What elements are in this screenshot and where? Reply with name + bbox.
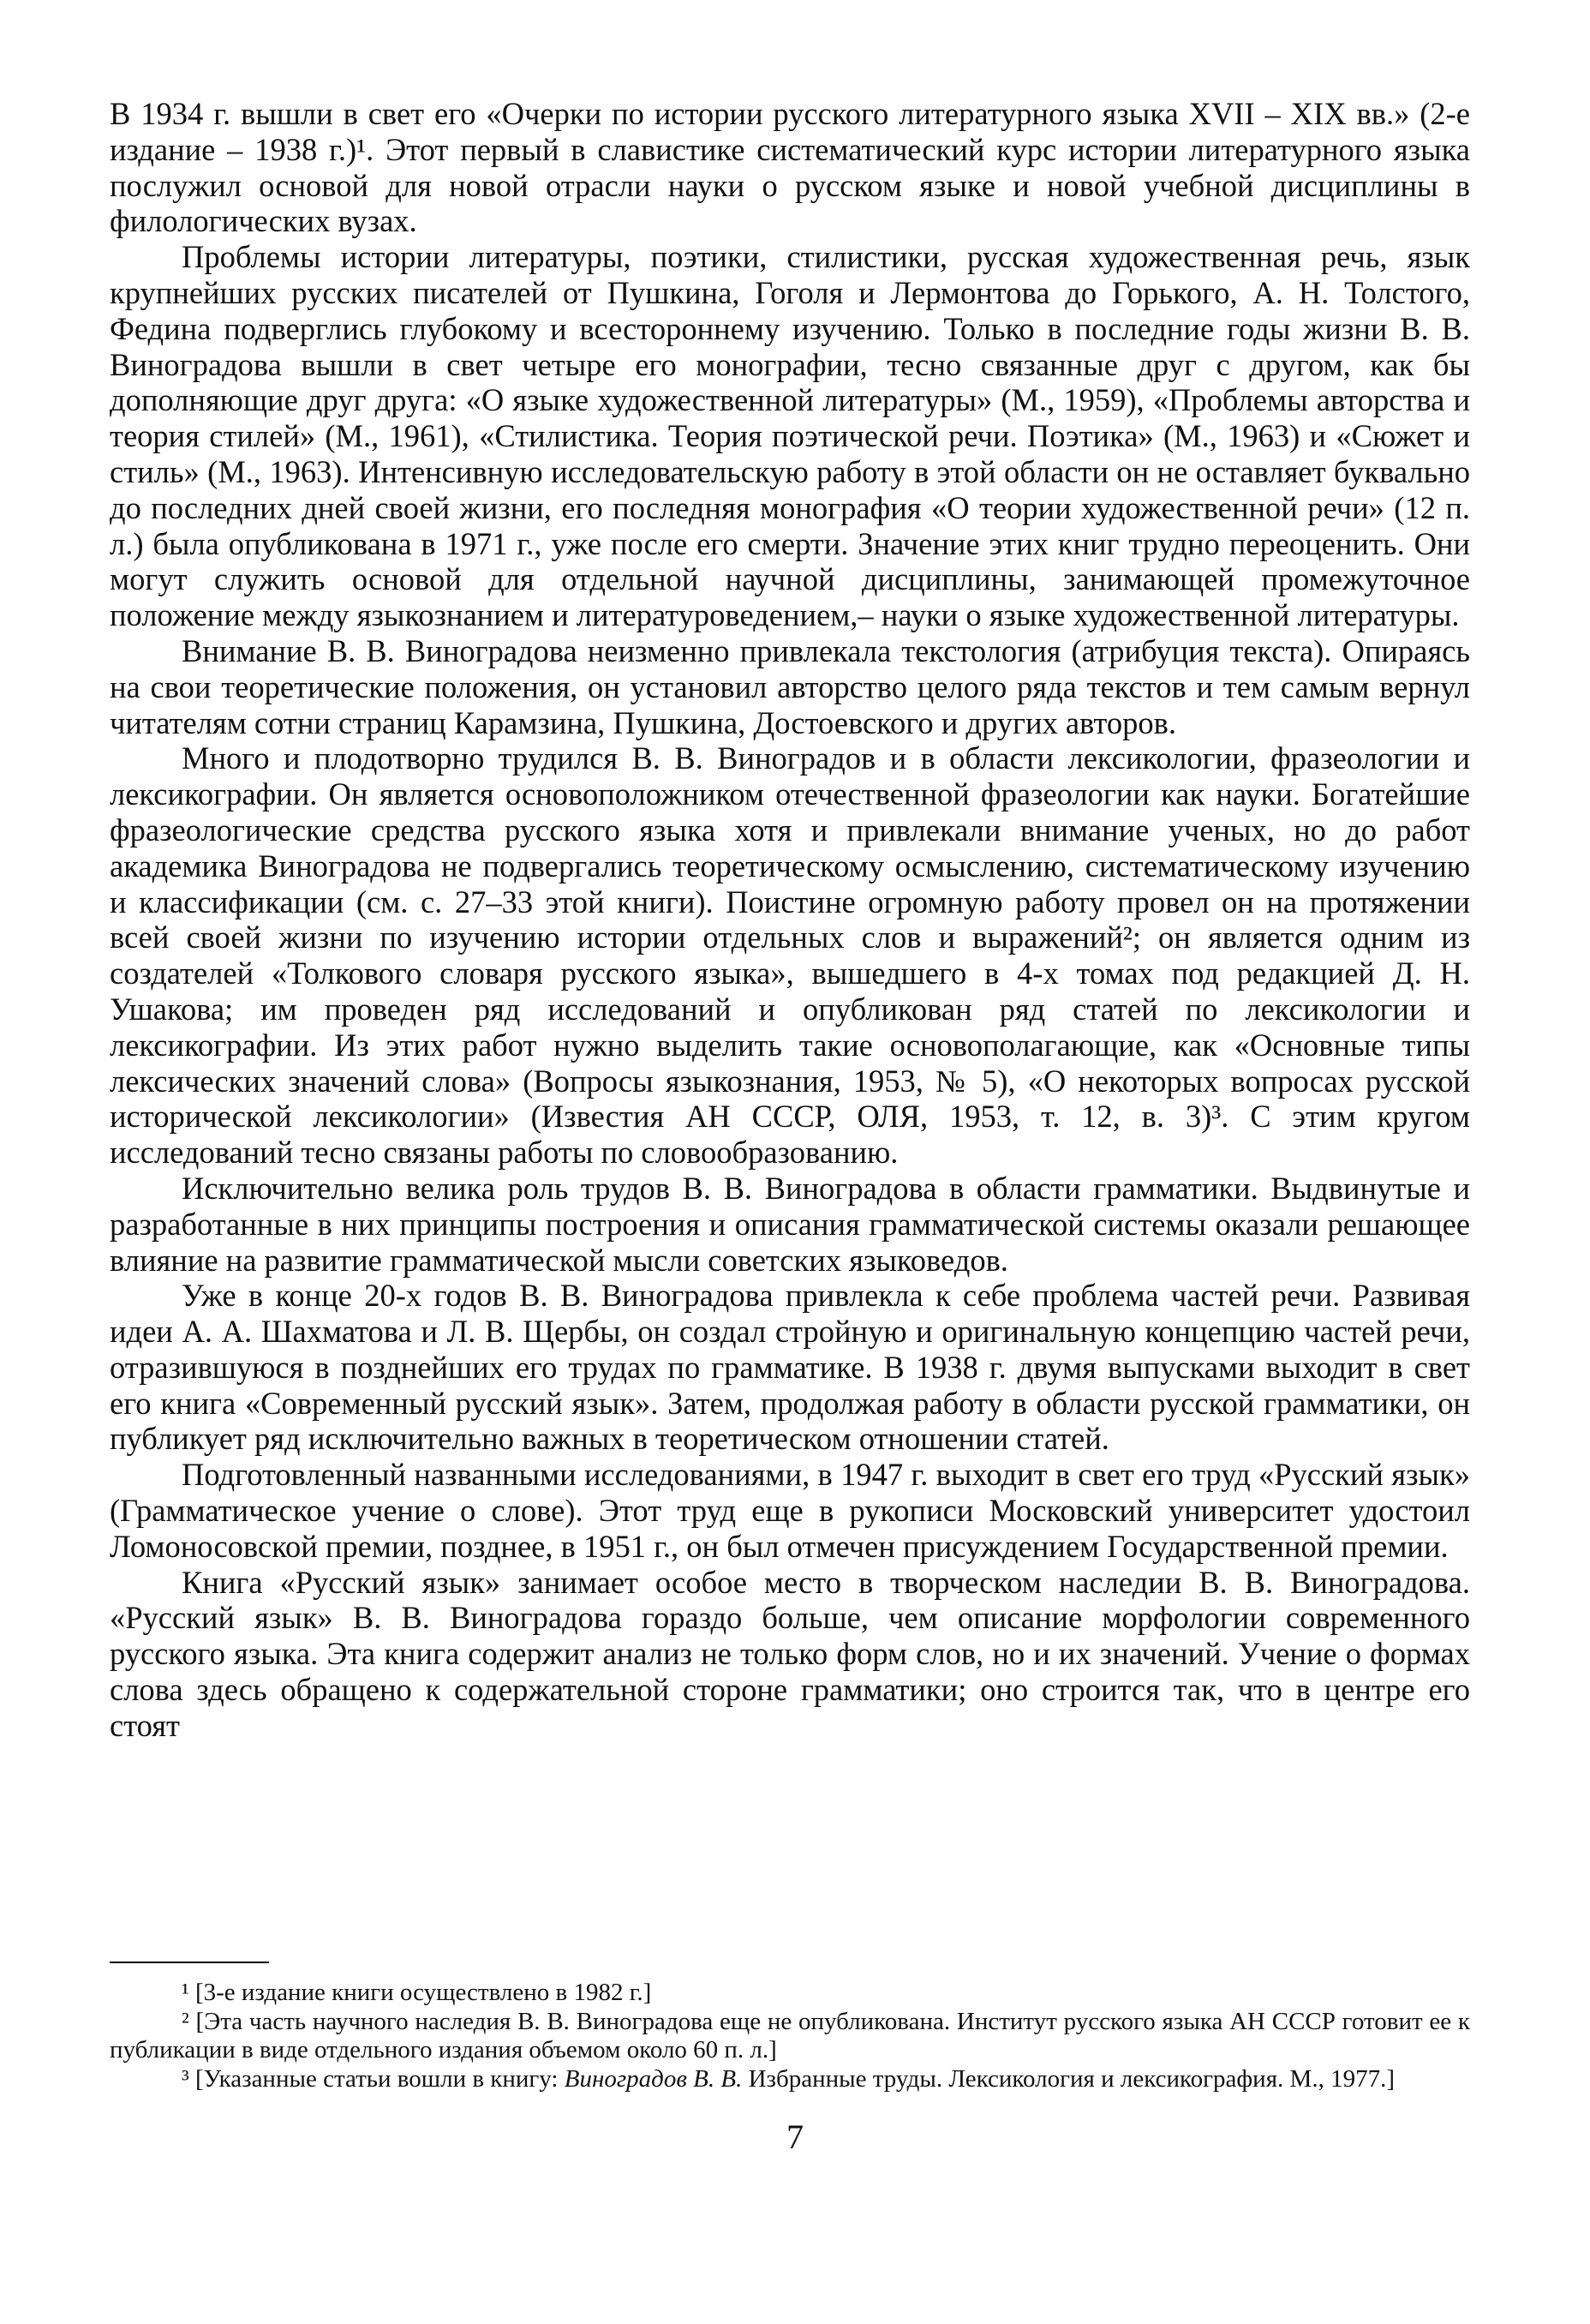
paragraph-8: Книга «Русский язык» занимает особое место в творческом наследии В. В. Виноградова. «Русский язык» В. В. Виноградова гораздо больше, чем описание морфологии современного русского языка. Эта книга содержит анализ не только форм слов, но и их значений. Учение о формах слова здесь обращено к содержательной стороне грамматики; оно строится так, что в центре его стоят <box>110 1564 1470 1743</box>
paragraph-2: Проблемы истории литературы, поэтики, стилистики, русская художественная речь, язык крупнейших русских писателей от Пушкина, Гоголя и Лермонтова до Горького, А. Н. Толстого, Федина подверглись глубокому и всестороннему изучению. Только в последние годы жизни В. В. Виноградова вышли в свет четыре его монографии, тесно связанные друг с другом, как бы дополняющие друг друга: «О языке художественной литературы» (М., 1959), «Проблемы авторства и теория стилей» (М., 1961), «Стилистика. Теория поэтической речи. Поэтика» (М., 1963) и «Сюжет и стиль» (М., 1963). Интенсивную исследовательскую работу в этой области он не оставляет буквально до последних дней своей жизни, его последняя монография «О теории художественной речи» (12 п. л.) была опубликована в 1971 г., уже после его смерти. Значение этих книг трудно переоценить. Они могут служить основой для отдельной научной дисциплины, занимающей промежуточное положение между языкознанием и литературоведением,– науки о языке художественной литературы. <box>110 239 1470 633</box>
paragraph-3: Внимание В. В. Виноградова неизменно привлекала текстология (атрибуция текста). Опираясь на свои теоретические положения, он установил авторство целого ряда текстов и тем самым вернул читателям сотни страниц Карамзина, Пушкина, Достоевского и других авторов. <box>110 632 1470 740</box>
paragraph-7: Подготовленный названными исследованиями, в 1947 г. выходит в свет его труд «Русский язык» (Грамматическое учение о слове). Этот труд еще в рукописи Московский университет удостоил Ломоносовской премии, позднее, в 1951 г., он был отмечен присуждением Государственной премии. <box>110 1457 1470 1564</box>
footnote-2: ² [Эта часть научного наследия В. В. Виноградова еще не опубликована. Институт русского языка АН СССР готовит ее к публикации в виде отдельного издания объемом около 60 п. л.] <box>110 2007 1470 2063</box>
paragraph-1: В 1934 г. вышли в свет его «Очерки по истории русского литературного языка XVII – XIX вв.» (2-е издание – 1938 г.)¹. Этот первый в славистике систематический курс истории литературного языка послужил основой для новой отрасли науки о русском языке и новой учебной дисциплины в филологических вузах. <box>110 96 1470 239</box>
footnote-3-prefix: ³ [Указанные статьи вошли в книгу: <box>182 2064 565 2093</box>
footnote-3-suffix: Избранные труды. Лексикология и лексикография. М., 1977.] <box>742 2064 1395 2093</box>
paragraph-5: Исключительно велика роль трудов В. В. Виноградова в области грамматики. Выдвинутые и разработанные в них принципы построения и описания грамматической системы оказали решающее влияние на развитие грамматической мысли советских языковедов. <box>110 1170 1470 1278</box>
footnote-3 <box>110 2065 1470 2094</box>
footnotes <box>110 1962 1470 2093</box>
footnote-3-author: Виноградов В. В. <box>564 2064 743 2093</box>
footnote-1: ¹ [3-е издание книги осуществлено в 1982 г.] <box>182 1979 652 2006</box>
page-number: 7 <box>786 2117 804 2156</box>
paragraph-6: Уже в конце 20-х годов В. В. Виноградова привлекла к себе проблема частей речи. Развивая идеи А. А. Шахматова и Л. В. Щербы, он создал стройную и оригинальную концепцию частей речи, отразившуюся в позднейших его трудах по грамматике. В 1938 г. двумя выпусками выходит в свет его книга «Современный русский язык». Затем, продолжая работу в области русской грамматики, он публикует ряд исключительно важных в теоретическом отношении статей. <box>110 1278 1470 1457</box>
page-body <box>110 96 1470 1744</box>
paragraph-4: Много и плодотворно трудился В. В. Виноградов и в области лексикологии, фразеологии и лексикографии. Он является основоположником отечественной фразеологии как науки. Богатейшие фразеологические средства русского языка хотя и привлекали внимание ученых, но до работ академика Виноградова не подвергались теоретическому осмыслению, систематическому изучению и классификации (см. с. 27–33 этой книги). Поистине огромную работу провел он на протяжении всей своей жизни по изучению истории отдельных слов и выражений²; он является одним из создателей «Толкового словаря русского языка», вышедшего в 4-х томах под редакцией Д. Н. Ушакова; им проведен ряд исследований и опубликован ряд статей по лексикологии и лексикографии. Из этих работ нужно выделить такие основополагающие, как «Основные типы лексических значений слова» (Вопросы языкознания, 1953, № 5), «О некоторых вопросах русской исторической лексикологии» (Известия АН СССР, ОЛЯ, 1953, т. 12, в. 3)³. С этим кругом исследований тесно связаны работы по словообразованию. <box>110 740 1470 1171</box>
footnote-divider <box>110 1962 269 1963</box>
